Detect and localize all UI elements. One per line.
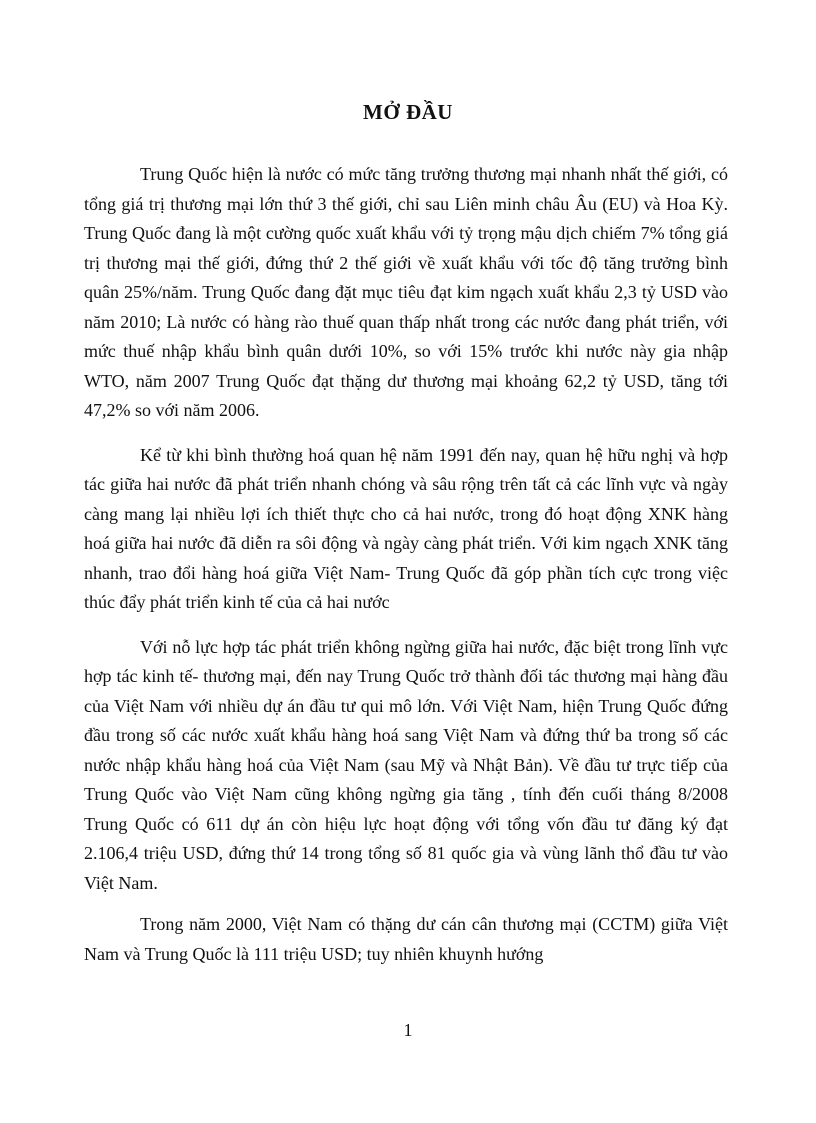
paragraph-1: Trung Quốc hiện là nước có mức tăng trưởng thương mại nhanh nhất thế giới, có tổng giá trị thương mại lớn thứ 3 thế giới, chỉ sau Liên minh châu Âu (EU) và Hoa Kỳ. Trung Quốc đang là một cường quốc xuất khẩu với tỷ trọng mậu dịch chiếm 7% tổng giá trị thương mại thế giới, đứng thứ 2 thế giới về xuất khẩu với tốc độ tăng trưởng bình quân 25%/năm. Trung Quốc đang đặt mục tiêu đạt kim ngạch xuất khẩu 2,3 tỷ USD vào năm 2010; Là nước có hàng rào thuế quan thấp nhất trong các nước đang phát triển, với mức thuế nhập khẩu bình quân dưới 10%, so với 15% trước khi nước này gia nhập WTO, năm 2007 Trung Quốc đạt thặng dư thương mại khoảng 62,2 tỷ USD, tăng tới 47,2% so với năm 2006. bbox=[84, 164, 728, 420]
paragraph-4: Trong năm 2000, Việt Nam có thặng dư cán cân thương mại (CCTM) giữa Việt Nam và Trung Quốc là 111 triệu USD; tuy nhiên khuynh hướng bbox=[84, 914, 728, 964]
paragraph-2: Kể từ khi bình thường hoá quan hệ năm 1991 đến nay, quan hệ hữu nghị và hợp tác giữa hai nước đã phát triển nhanh chóng và sâu rộng trên tất cả các lĩnh vực và ngày càng mang lại nhiều lợi ích thiết thực cho cả hai nước, trong đó hoạt động XNK hàng hoá giữa hai nước đã diễn ra sôi động và ngày càng phát triển. Với kim ngạch XNK tăng nhanh, trao đổi hàng hoá giữa Việt Nam- Trung Quốc đã góp phần tích cực trong việc thúc đẩy phát triển kinh tế của cả hai nước bbox=[84, 444, 728, 612]
document-title: MỞ ĐẦU bbox=[363, 100, 453, 124]
paragraph-3: Với nỗ lực hợp tác phát triển không ngừng giữa hai nước, đặc biệt trong lĩnh vực hợp tác kinh tế- thương mại, đến nay Trung Quốc trở thành đối tác thương mại hàng đầu của Việt Nam với nhiều dự án đầu tư qui mô lớn. Với Việt Nam, hiện Trung Quốc đứng đầu trong số các nước xuất khẩu hàng hoá sang Việt Nam và đứng thứ ba trong số các nước nhập khẩu hàng hoá của Việt Nam (sau Mỹ và Nhật Bản). Về đầu tư trực tiếp của Trung Quốc vào Việt Nam cũng không ngừng gia tăng , tính đến cuối tháng 8/2008 Trung Quốc có 611 dự án còn hiệu lực hoạt động với tổng vốn đầu tư đăng ký đạt 2.106,4 triệu USD, đứng thứ 14 trong tổng số 81 quốc gia và vùng lãnh thổ đầu tư vào Việt Nam. bbox=[84, 636, 728, 893]
page-number: 1 bbox=[403, 1020, 413, 1040]
document-body bbox=[84, 160, 728, 984]
